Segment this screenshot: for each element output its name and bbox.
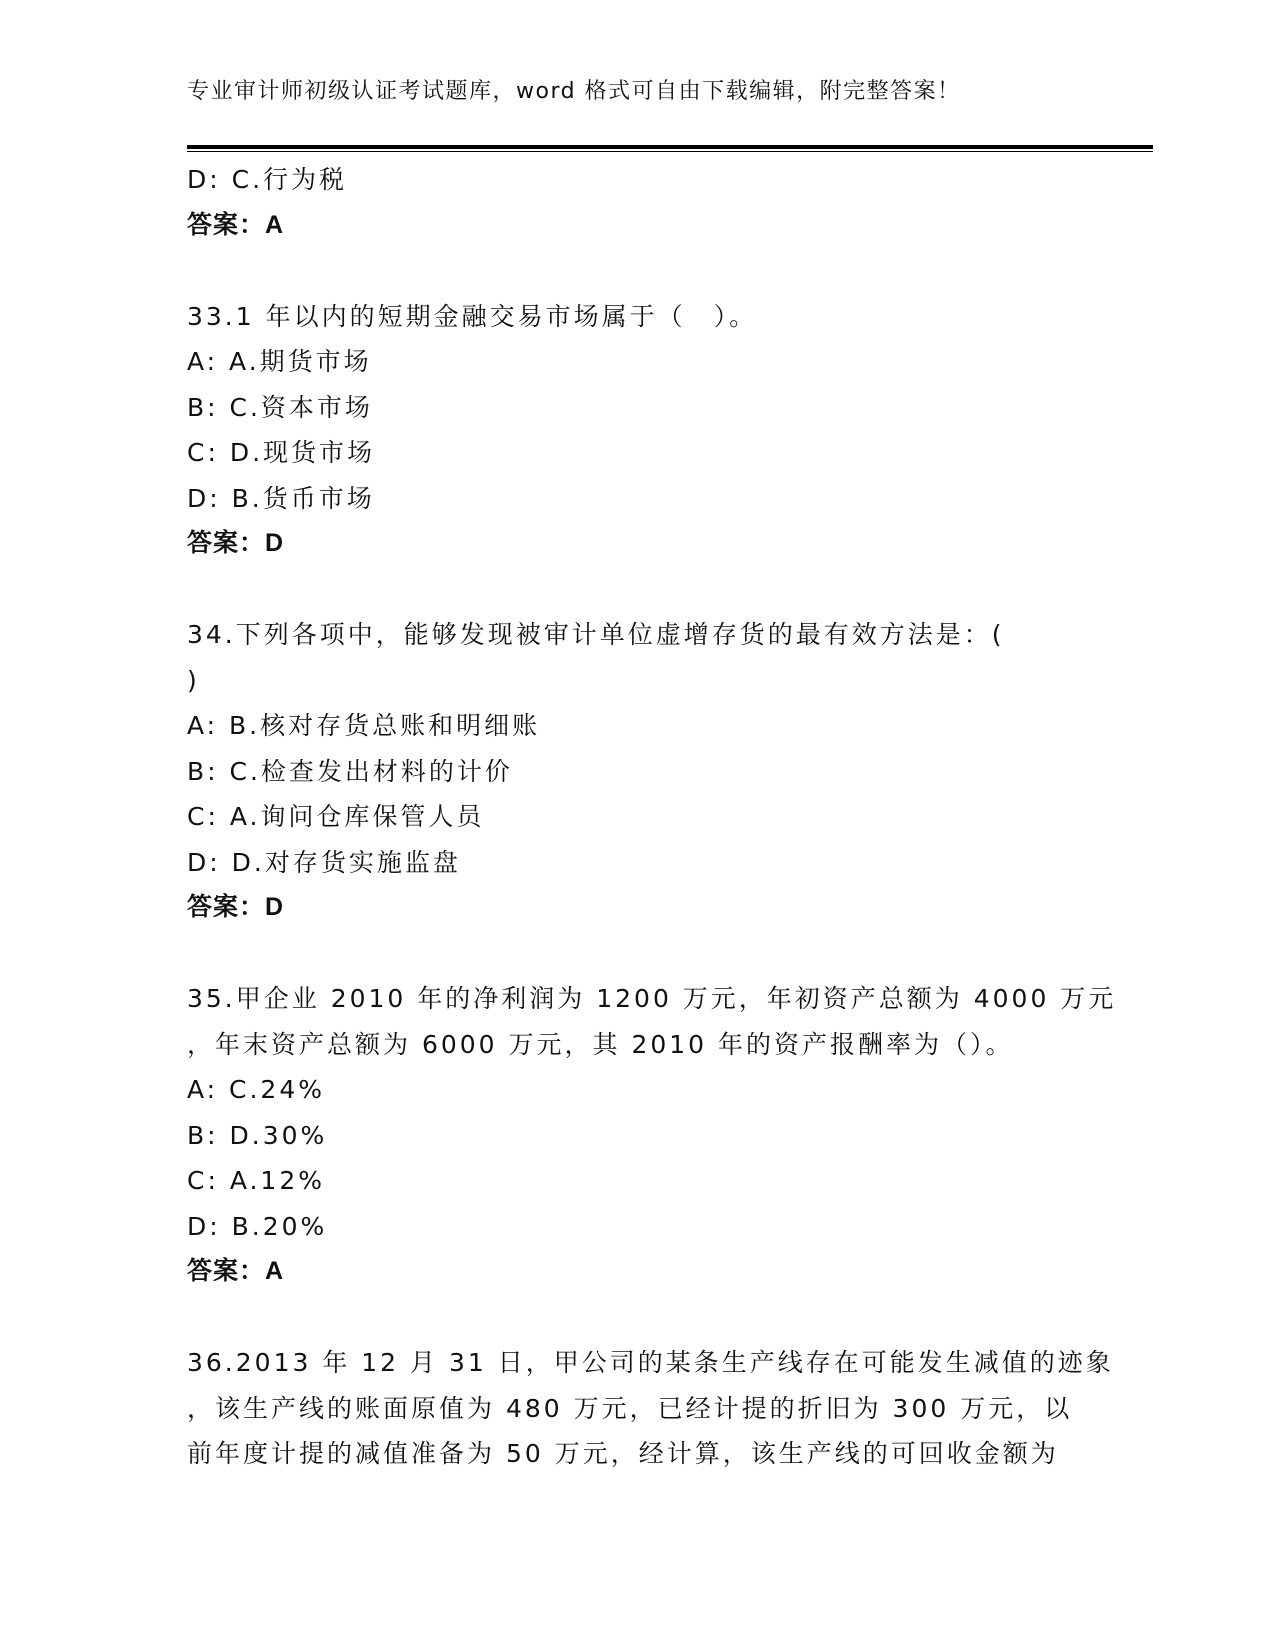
option-a: A: A.期货市场 bbox=[187, 347, 372, 376]
spacer bbox=[187, 248, 1107, 294]
question-stem-continued: ，该生产线的账面原值为 480 万元，已经计提的折旧为 300 万元，以 bbox=[187, 1393, 1073, 1423]
spacer bbox=[187, 931, 1107, 977]
page-header: 专业审计师初级认证考试题库，word 格式可自由下载编辑，附完整答案！ bbox=[187, 79, 961, 104]
option-b: B: C.资本市场 bbox=[187, 392, 373, 422]
option-d: D: B.20% bbox=[187, 1211, 328, 1241]
answer-line: 答案：D bbox=[187, 529, 285, 557]
question-stem: 35.甲企业 2010 年的净利润为 1200 万元，年初资产总额为 4000 万元 bbox=[187, 984, 1117, 1013]
option-c: C: A.12% bbox=[187, 1166, 326, 1195]
header-divider-thin bbox=[187, 151, 1153, 152]
question-stem: 36.2013 年 12 月 31 日，甲公司的某条生产线存在可能发生减值的迹象 bbox=[187, 1348, 1114, 1377]
question-stem-continued: ) bbox=[187, 665, 200, 695]
option-c: C: A.询问仓库保管人员 bbox=[187, 802, 485, 831]
answer-line: 答案：A bbox=[187, 210, 285, 239]
option-c: C: D.现货市场 bbox=[187, 438, 376, 467]
question-stem: 33.1 年以内的短期金融交易市场属于（ ）。 bbox=[187, 301, 758, 331]
question-content bbox=[187, 157, 1117, 1477]
question-stem: 34.下列各项中，能够发现被审计单位虚增存货的最有效方法是：( bbox=[187, 620, 1005, 649]
option-d: D: C.行为税 bbox=[187, 165, 348, 194]
question-stem-continued: 前年度计提的减值准备为 50 万元，经计算，该生产线的可回收金额为 bbox=[187, 1439, 1059, 1468]
header-divider-thick bbox=[187, 145, 1153, 149]
spacer bbox=[187, 1295, 1107, 1341]
answer-line: 答案：D bbox=[187, 893, 285, 921]
question-stem-continued: ，年末资产总额为 6000 万元，其 2010 年的资产报酬率为（）。 bbox=[187, 1029, 1014, 1059]
spacer bbox=[187, 567, 1107, 613]
option-a: A: C.24% bbox=[187, 1075, 326, 1104]
option-a: A: B.核对存货总账和明细账 bbox=[187, 711, 541, 740]
option-b: B: D.30% bbox=[187, 1120, 328, 1150]
answer-line: 答案：A bbox=[187, 1257, 285, 1285]
option-d: D: B.货币市场 bbox=[187, 483, 375, 513]
option-d: D: D.对存货实施监盘 bbox=[187, 847, 461, 877]
option-b: B: C.检查发出材料的计价 bbox=[187, 756, 513, 786]
